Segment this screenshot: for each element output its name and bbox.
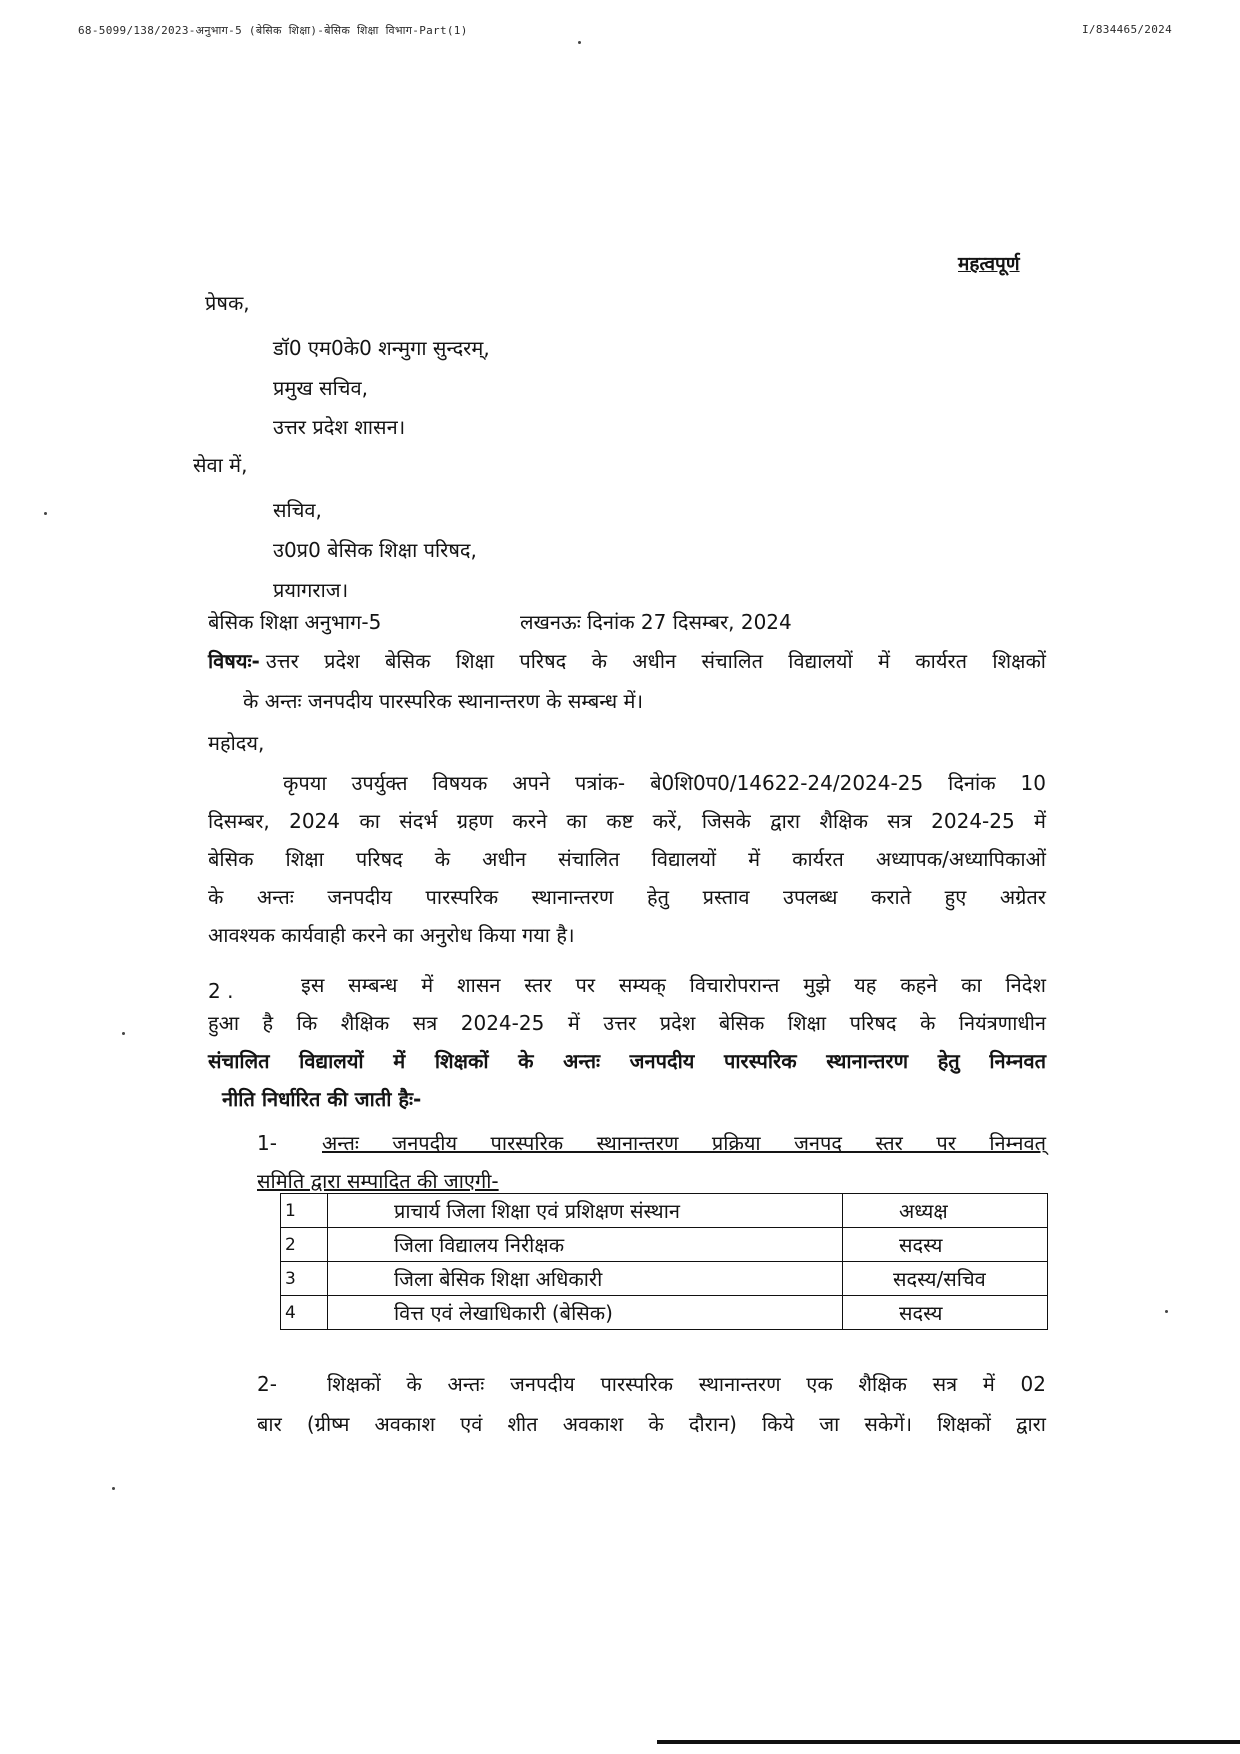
paragraph-2-line: हुआ है कि शैक्षिक सत्र 2024-25 में उत्तर प्रदेश बेसिक शिक्षा परिषद के नियंत्रणाधीन [208, 1011, 1046, 1035]
table-row [281, 1194, 1048, 1228]
paragraph-2 [208, 966, 1046, 1118]
subject-line-2: के अन्तः जनपदीय पारस्परिक स्थानान्तरण के सम्बन्ध में। [243, 689, 644, 713]
row-number: 3 [281, 1262, 328, 1296]
table-row [281, 1228, 1048, 1262]
scan-speck [578, 41, 581, 44]
paragraph-2-line: संचालित विद्यालयों में शिक्षकों के अन्तः जनपदीय पारस्परिक स्थानान्तरण हेतु निम्नवत [208, 1049, 1046, 1073]
place-date: लखनऊः दिनांक 27 दिसम्बर, 2024 [520, 610, 792, 634]
paragraph-1-line: के अन्तः जनपदीय पारस्परिक स्थानान्तरण हेतु प्रस्ताव उपलब्ध कराते हुए अग्रेतर [208, 885, 1046, 909]
paragraph-1-line: आवश्यक कार्यवाही करने का अनुरोध किया गया है। [208, 923, 575, 947]
member-role: सदस्य [843, 1228, 1048, 1262]
point-1-line-2: समिति द्वारा सम्पादित की जाएगी- [257, 1169, 499, 1193]
member-designation: प्राचार्य जिला शिक्षा एवं प्रशिक्षण संस्थान [328, 1194, 843, 1228]
scan-speck [122, 1032, 125, 1035]
subject-text-1: उत्तर प्रदेश बेसिक शिक्षा परिषद के अधीन संचालित विद्यालयों में कार्यरत शिक्षकों [265, 649, 1046, 673]
letter-number: I/834465/2024 [1082, 23, 1172, 36]
paragraph-1-line: बेसिक शिक्षा परिषद के अधीन संचालित विद्यालयों में कार्यरत अध्यापक/अध्यापिकाओं [208, 847, 1046, 871]
paragraph-2-number: 2 . [208, 979, 234, 1003]
scan-speck [1165, 1310, 1168, 1313]
subject-label: विषयः- [208, 649, 260, 673]
recipient-city: प्रयागराज। [273, 578, 349, 602]
subject-line-1 [208, 648, 1046, 674]
paragraph-1-line: कृपया उपर्युक्त विषयक अपने पत्रांक- बे0शि0प0/14622-24/2024-25 दिनांक 10 [283, 771, 1046, 795]
recipient-office: उ0प्र0 बेसिक शिक्षा परिषद, [273, 538, 477, 562]
recipient-designation: सचिव, [273, 498, 322, 522]
member-role: सदस्य [843, 1296, 1048, 1330]
row-number: 1 [281, 1194, 328, 1228]
member-role: सदस्य/सचिव [843, 1262, 1048, 1296]
section-name: बेसिक शिक्षा अनुभाग-5 [208, 610, 382, 634]
sender-designation: प्रमुख सचिव, [273, 376, 368, 400]
row-number: 4 [281, 1296, 328, 1330]
table-row [281, 1296, 1048, 1330]
sender-name: डॉ0 एम0के0 शन्मुगा सुन्दरम्, [273, 336, 490, 360]
recipient-label: सेवा में, [193, 453, 248, 477]
point-1-line-1: अन्तः जनपदीय पारस्परिक स्थानान्तरण प्रक्रिया जनपद स्तर पर निम्नवत् [322, 1131, 1046, 1155]
paragraph-2-line: नीति निर्धारित की जाती हैः- [222, 1087, 422, 1111]
file-reference: 68-5099/138/2023-अनुभाग-5 (बेसिक शिक्षा)-बेसिक शिक्षा विभाग-Part(1) [78, 24, 468, 37]
point-2-line-1: शिक्षकों के अन्तः जनपदीय पारस्परिक स्थानान्तरण एक शैक्षिक सत्र में 02 [327, 1372, 1046, 1396]
page-edge-rule [657, 1740, 1240, 1744]
row-number: 2 [281, 1228, 328, 1262]
point-1-number: 1- [257, 1131, 277, 1155]
sender-office: उत्तर प्रदेश शासन। [273, 415, 406, 439]
committee-table [280, 1193, 1048, 1330]
salutation: महोदय, [208, 731, 265, 755]
paragraph-1-line: दिसम्बर, 2024 का संदर्भ ग्रहण करने का कष्ट करें, जिसके द्वारा शैक्षिक सत्र 2024-25 में [208, 809, 1046, 833]
member-designation: जिला बेसिक शिक्षा अधिकारी [328, 1262, 843, 1296]
paragraph-2-line: इस सम्बन्ध में शासन स्तर पर सम्यक् विचारोपरान्त मुझे यह कहने का निदेश [301, 973, 1046, 997]
paragraph-1 [208, 764, 1046, 954]
sender-label: प्रेषक, [205, 291, 250, 315]
point-2-number: 2- [257, 1372, 277, 1396]
member-designation: जिला विद्यालय निरीक्षक [328, 1228, 843, 1262]
table-row [281, 1262, 1048, 1296]
member-designation: वित्त एवं लेखाधिकारी (बेसिक) [328, 1296, 843, 1330]
member-role: अध्यक्ष [843, 1194, 1048, 1228]
scan-speck [44, 512, 47, 515]
point-2-line-2: बार (ग्रीष्म अवकाश एवं शीत अवकाश के दौरान) किये जा सकेगें। शिक्षकों द्वारा [257, 1412, 1046, 1436]
scan-speck [112, 1487, 115, 1490]
important-label: महत्वपूर्ण [958, 253, 1020, 275]
